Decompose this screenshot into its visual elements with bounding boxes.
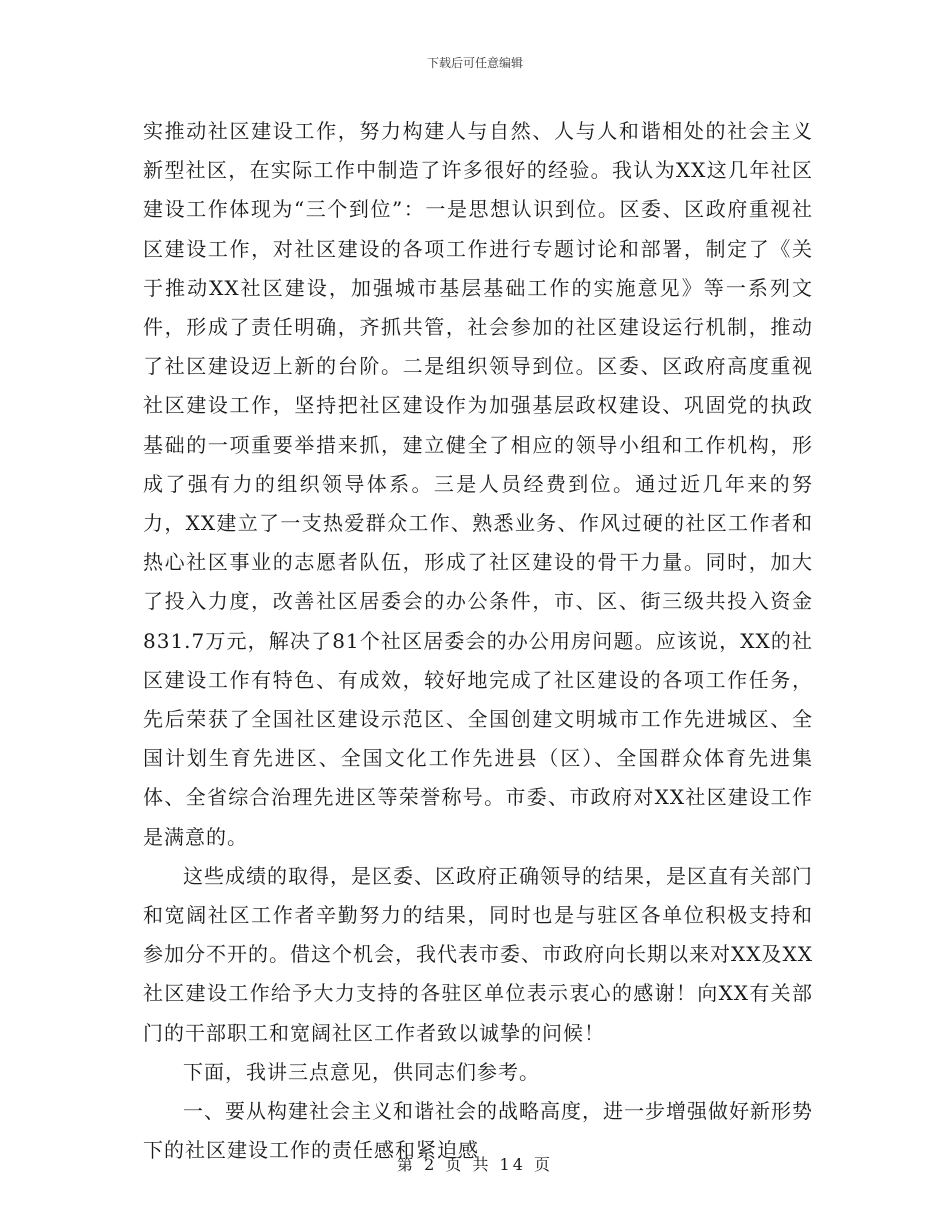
paragraph-2: 这些成绩的取得，是区委、区政府正确领导的结果，是区直有关部门和宽阔社区工作者辛勤努力的结果，同时也是与驻区各单位积极支持和参加分不开的。借这个机会，我代表市委、市政府向长期以来对XX及XX社区建设工作给予大力支持的各驻区单位表示衷心的感谢！向XX有关部门的干部职工和宽阔社区工作者致以诚挚的问候！ [143, 863, 813, 1045]
document-body [143, 112, 813, 1170]
paragraph-3: 下面，我讲三点意见，供同志们参考。 [183, 1059, 540, 1084]
section-heading: 一、要从构建社会主义和谐社会的战略高度，进一步增强做好新形势下的社区建设工作的责任感和紧迫感 [143, 1099, 813, 1163]
page-footer: 第 2 页 共 14 页 [397, 1155, 553, 1174]
paragraph-1: 实推动社区建设工作，努力构建人与自然、人与人和谐相处的社会主义新型社区，在实际工作中制造了许多很好的经验。我认为XX这几年社区建设工作体现为“三个到位”：一是思想认识到位。区委、区政府重视社区建设工作，对社区建设的各项工作进行专题讨论和部署，制定了《关于推动XX社区建设，加强城市基层基础工作的实施意见》等一系列文件，形成了责任明确，齐抓共管，社会参加的社区建设运行机制，推动了社区建设迈上新的台阶。二是组织领导到位。区委、区政府高度重视社区建设工作，坚持把社区建设作为加强基层政权建设、巩固党的执政基础的一项重要举措来抓，建立健全了相应的领导小组和工作机构，形成了强有力的组织领导体系。三是人员经费到位。通过近几年来的努力，XX建立了一支热爱群众工作、熟悉业务、作风过硬的社区工作者和热心社区事业的志愿者队伍，形成了社区建设的骨干力量。同时，加大了投入力度，改善社区居委会的办公条件，市、区、街三级共投入资金831.7万元，解决了81个社区居委会的办公用房问题。应该说，XX的社区建设工作有特色、有成效，较好地完成了社区建设的各项工作任务，先后荣获了全国社区建设示范区、全国创建文明城市工作先进城区、全国计划生育先进区、全国文化工作先进县（区）、全国群众体育先进集体、全省综合治理先进区等荣誉称号。市委、市政府对XX社区建设工作是满意的。 [143, 119, 813, 849]
page-header: 下载后可任意编辑 [426, 56, 523, 70]
